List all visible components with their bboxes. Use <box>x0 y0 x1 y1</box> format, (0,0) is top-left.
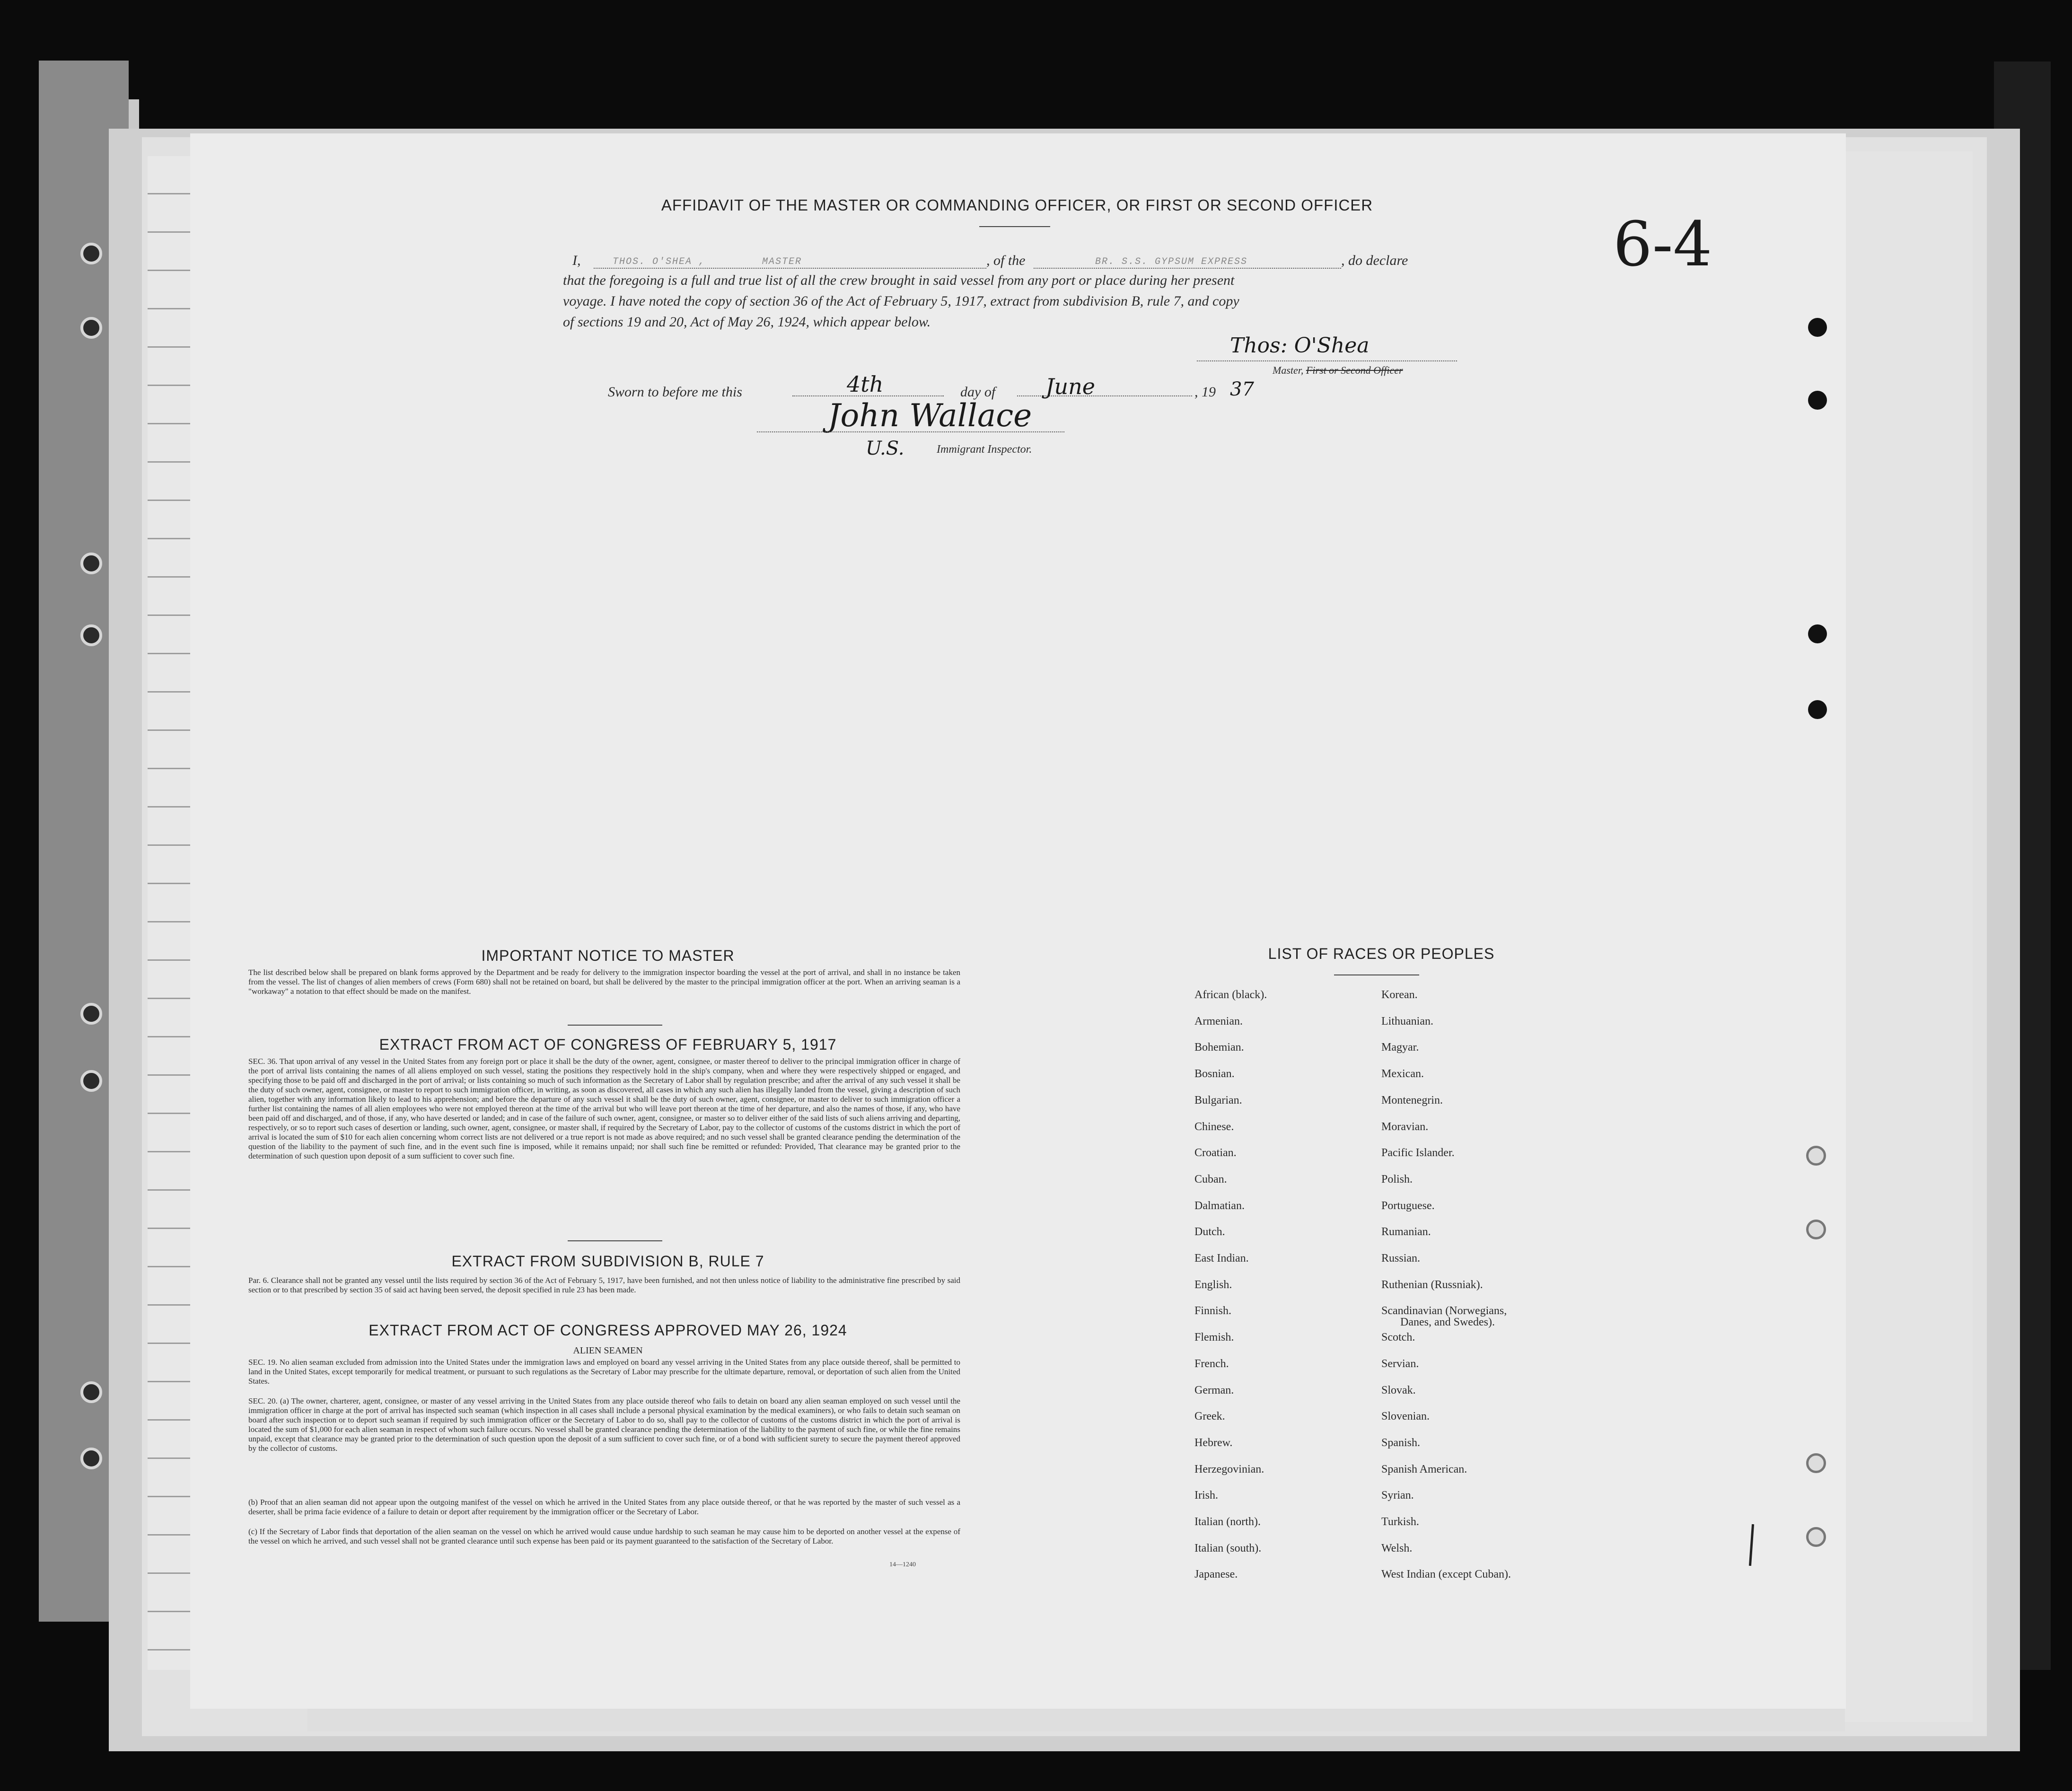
punch-hole <box>1806 1453 1826 1473</box>
ruled-sheet-edge <box>148 156 190 1670</box>
day-of-label: day of <box>960 384 996 400</box>
race-item: Croatian. <box>1194 1147 1237 1159</box>
race-item: Bosnian. <box>1194 1068 1235 1080</box>
race-item: Slovak. <box>1381 1384 1416 1396</box>
affidavit-title: AFFIDAVIT OF THE MASTER OR COMMANDING OFFICER, OR FIRST OR SECOND OFFICER <box>661 196 1373 214</box>
race-item: Lithuanian. <box>1381 1015 1433 1027</box>
notice-body: The list described below shall be prepared on blank forms approved by the Department and be ready for delivery to the immigration inspector boarding the vessel at the port of arrival, and shall in no instance be taken from the vessel. The list of changes of alien members of crews (Form 680) shall not be retained on board, but shall be delivered by the master to the principal immigration officer at the port. When an arriving seaman is a "workaway" a notation to that effect should be made on the manifest. <box>248 968 960 996</box>
extract-1917-body: SEC. 36. That upon arrival of any vessel in the United States from any foreign port or place it shall be the duty of the owner, agent, consignee, or master thereof to deliver to the principal immigration officer in charge of the port of arrival lists containing the names of all aliens employed on such vessel, stating the positions they respectively hold in the ship's company, when and where they were respectively shipped or engaged, and specifying those to be paid off and discharged in the port of arrival; or lists containing so much of such information as the Secretary of Labor shall by regulation prescribe; and after the arrival of any such vessel it shall be the duty of such owner, agent, consignee, or master to report to such immigration officer, in writing, as soon as discovered, all cases in which any such alien has illegally landed from the vessel, giving a description of such alien, together with any information likely to lead to his apprehension; and before the departure of any such vessel it shall be the duty of such owner, agent, consignee, or master to deliver to such immigration officer a further list containing the names of all alien employees who were not employed thereon at the time of the arrival but who will leave port thereon at the time of her departure, and also the names of those, if any, who have been paid off and discharged, and of those, if any, who have deserted or landed; and in case of the failure of such owner, agent, consignee, or master so to deliver either of the said lists of such aliens arriving and departing, respectively, or so to report such cases of desertion or landing, such owner, agent, consignee, or master shall, if required by the Secretary of Labor, pay to the collector of customs of the customs district in which the port of arrival is located the sum of $10 for each alien concerning whom correct lists are not delivered or a true report is not made as above required; and no such vessel shall be granted clearance pending the determination of the question of the liability to the payment of such fine, and in the event such fine is imposed, while it remains unpaid; nor shall such fine be remitted or refunded: Provided, That clearance may be granted prior to the determination of such question upon deposit of a sum sufficient to cover such fine. <box>248 1057 960 1160</box>
punch-hole <box>1806 1146 1826 1166</box>
race-item: Spanish American. <box>1381 1463 1467 1475</box>
punch-hole <box>1806 1527 1826 1547</box>
race-item: Finnish. <box>1194 1305 1232 1317</box>
race-item: Danes, and Swedes). <box>1400 1316 1495 1329</box>
month-field <box>1017 395 1192 396</box>
sec20b-body: (b) Proof that an alien seaman did not appear upon the outgoing manifest of the vessel on which he arrived in the United States from any place outside thereof, or that he was reported by the master of such vessel as a deserter, shall be prima facie evidence of a failure to detain or deport after requirement by the immigration officer or the Secretary of Labor. <box>248 1498 960 1516</box>
race-item: Korean. <box>1381 989 1418 1001</box>
race-item: East Indian. <box>1194 1252 1249 1264</box>
year-value: 37 <box>1230 378 1254 400</box>
sec20c-body: (c) If the Secretary of Labor finds that deportation of the alien seaman on the vessel on which he arrived would cause undue hardship to such seaman he may cause him to be deported on another vessel at the expense of the vessel on which he arrived, and such vessel shall not be granted clearance until such expense has been paid or its payment guaranteed to the satisfaction of the Secretary of Labor. <box>248 1527 960 1545</box>
inspector-title: Immigrant Inspector. <box>937 443 1032 456</box>
caption-struck-officer: First or Second Officer <box>1306 364 1403 376</box>
sec20a-body: SEC. 20. (a) The owner, charterer, agent, consignee, or master of any vessel arriving in the United States from any place outside thereof who fails to detain on board any alien seaman employed on such vessel until the immigration officer in charge at the port of arrival has inspected such seaman (which inspection in all cases shall include a personal physical examination by the medical examiners), or who fails to detain such seaman on board after such inspection or to deport such seaman if required by such immigration officer or the Secretary of Labor to do so, shall pay to the collector of customs of the customs district in which the port of arrival is located the sum of $1,000 for each alien seaman in respect of whom such failure occurs. No vessel shall be granted clearance pending the determination of the liability to the payment of such fine, or while the fine remains unpaid, except that clearance may be granted prior to the determination of such question upon the deposit of a sum sufficient to cover such fine, or of a bond with sufficient surety to secure the payment thereof approved by the collector of customs. <box>248 1396 960 1453</box>
binder-hole <box>80 317 102 339</box>
race-item: Servian. <box>1381 1357 1419 1370</box>
punch-hole <box>1808 700 1827 719</box>
margin-note: 6-4 <box>1613 208 1712 280</box>
race-item: Chinese. <box>1194 1120 1234 1133</box>
race-item: Dutch. <box>1194 1226 1225 1238</box>
race-item: Moravian. <box>1381 1120 1429 1133</box>
race-item: Italian (north). <box>1194 1516 1261 1528</box>
race-item: Hebrew. <box>1194 1436 1233 1449</box>
day-value: 4th <box>847 371 884 397</box>
race-item: Greek. <box>1194 1410 1225 1423</box>
master-name-field: THOS. O'SHEA , MASTER <box>594 252 986 269</box>
race-item: Italian (south). <box>1194 1542 1262 1554</box>
race-item: Spanish. <box>1381 1436 1421 1449</box>
master-signature: Thos: O'Shea <box>1230 334 1370 358</box>
race-item: Japanese. <box>1194 1568 1238 1581</box>
notice-title: IMPORTANT NOTICE TO MASTER <box>481 947 735 964</box>
race-item: Welsh. <box>1381 1542 1413 1554</box>
vessel-field: BR. S.S. GYPSUM EXPRESS <box>1034 252 1341 269</box>
rule7-body: Par. 6. Clearance shall not be granted any vessel until the lists required by section 36 of the Act of February 5, 1917, have been furnished, and not then unless notice of liability to the administrative fine prescribed by said section or to that prescribed by section 35 of said act having been served, the deposit specified in rule 23 has been made. <box>248 1276 960 1294</box>
affidavit-line3: voyage. I have noted the copy of section 36 of the Act of February 5, 1917, extract from subdivision B, rule 7, and copy <box>563 293 1239 309</box>
divider <box>979 226 1050 227</box>
binder-hole <box>80 1003 102 1025</box>
affidavit-page <box>190 133 1846 1709</box>
race-item: Bulgarian. <box>1194 1094 1242 1106</box>
divider <box>568 1240 662 1241</box>
race-item: French. <box>1194 1357 1229 1370</box>
race-item: Slovenian. <box>1381 1410 1430 1423</box>
affidavit-line2: that the foregoing is a full and true list of all the crew brought in said vessel from any port or place during her present <box>563 272 1235 288</box>
affidavit-i: I, <box>572 253 581 268</box>
race-item: Irish. <box>1194 1489 1218 1502</box>
binder-hole <box>80 1381 102 1403</box>
race-item: Ruthenian (Russniak). <box>1381 1278 1483 1291</box>
races-title: LIST OF RACES OR PEOPLES <box>1268 945 1495 962</box>
caption-master: Master, <box>1273 364 1304 376</box>
race-item: Mexican. <box>1381 1068 1424 1080</box>
race-item: Montenegrin. <box>1381 1094 1443 1106</box>
race-item: Bohemian. <box>1194 1041 1244 1054</box>
binder-hole <box>80 1448 102 1469</box>
race-item: German. <box>1194 1384 1234 1396</box>
of-the-label: , of the <box>986 253 1026 268</box>
race-item: English. <box>1194 1278 1232 1291</box>
race-item: Turkish. <box>1381 1516 1419 1528</box>
punch-hole <box>1806 1220 1826 1239</box>
binder-hole <box>80 243 102 264</box>
race-item: Pacific Islander. <box>1381 1147 1455 1159</box>
signature-caption <box>1273 364 1403 377</box>
race-item: Rumanian. <box>1381 1226 1431 1238</box>
inspector-signature-line <box>757 431 1064 433</box>
affidavit-line4: of sections 19 and 20, Act of May 26, 1924, which appear below. <box>563 314 931 330</box>
punch-hole <box>1808 624 1827 643</box>
year-prefix: , 19 <box>1194 384 1216 400</box>
race-item: Magyar. <box>1381 1041 1419 1054</box>
affidavit-line1 <box>572 252 1485 269</box>
binder-hole <box>80 553 102 574</box>
race-item: Russian. <box>1381 1252 1421 1264</box>
month-value: June <box>1045 374 1095 399</box>
do-declare-label: , do declare <box>1341 253 1408 268</box>
race-item: Armenian. <box>1194 1015 1243 1027</box>
binder-hole <box>80 624 102 646</box>
race-item: Syrian. <box>1381 1489 1414 1502</box>
race-item: Flemish. <box>1194 1331 1234 1344</box>
sec19-body: SEC. 19. No alien seaman excluded from admission into the United States under the immigration laws and employed on board any vessel arriving in the United States from any place outside thereof, shall be permitted to land in the United States, except temporarily for medical treatment, or pursuant to such regulations as the Secretary of Labor may prescribe for the ultimate departure, removal, or deportation of such alien from the United States. <box>248 1358 960 1386</box>
rule7-title: EXTRACT FROM SUBDIVISION B, RULE 7 <box>451 1253 764 1270</box>
race-item: African (black). <box>1194 989 1267 1001</box>
extract-1924-title: EXTRACT FROM ACT OF CONGRESS APPROVED MAY 26, 1924 <box>369 1322 847 1339</box>
race-item: Herzegovinian. <box>1194 1463 1264 1475</box>
race-item: Polish. <box>1381 1173 1413 1185</box>
punch-hole <box>1808 391 1827 410</box>
race-item: Dalmatian. <box>1194 1199 1245 1212</box>
form-number: 14—1240 <box>889 1561 916 1568</box>
race-item: Scotch. <box>1381 1331 1415 1344</box>
race-item: West Indian (except Cuban). <box>1381 1568 1511 1581</box>
divider <box>568 1025 662 1026</box>
extract-1917-title: EXTRACT FROM ACT OF CONGRESS OF FEBRUARY 5, 1917 <box>379 1036 837 1053</box>
inspector-prefix: U.S. <box>866 438 904 459</box>
race-item: Scandinavian (Norwegians, <box>1381 1305 1507 1317</box>
race-item: Portuguese. <box>1381 1199 1435 1212</box>
extract-1924-subtitle: ALIEN SEAMEN <box>573 1345 643 1356</box>
race-item: Cuban. <box>1194 1173 1227 1185</box>
signature-line <box>1197 360 1457 362</box>
sworn-statement: Sworn to before me this <box>608 384 742 400</box>
inspector-signature: John Wallace <box>828 397 1032 434</box>
punch-hole <box>1808 318 1827 337</box>
binder-hole <box>80 1070 102 1092</box>
